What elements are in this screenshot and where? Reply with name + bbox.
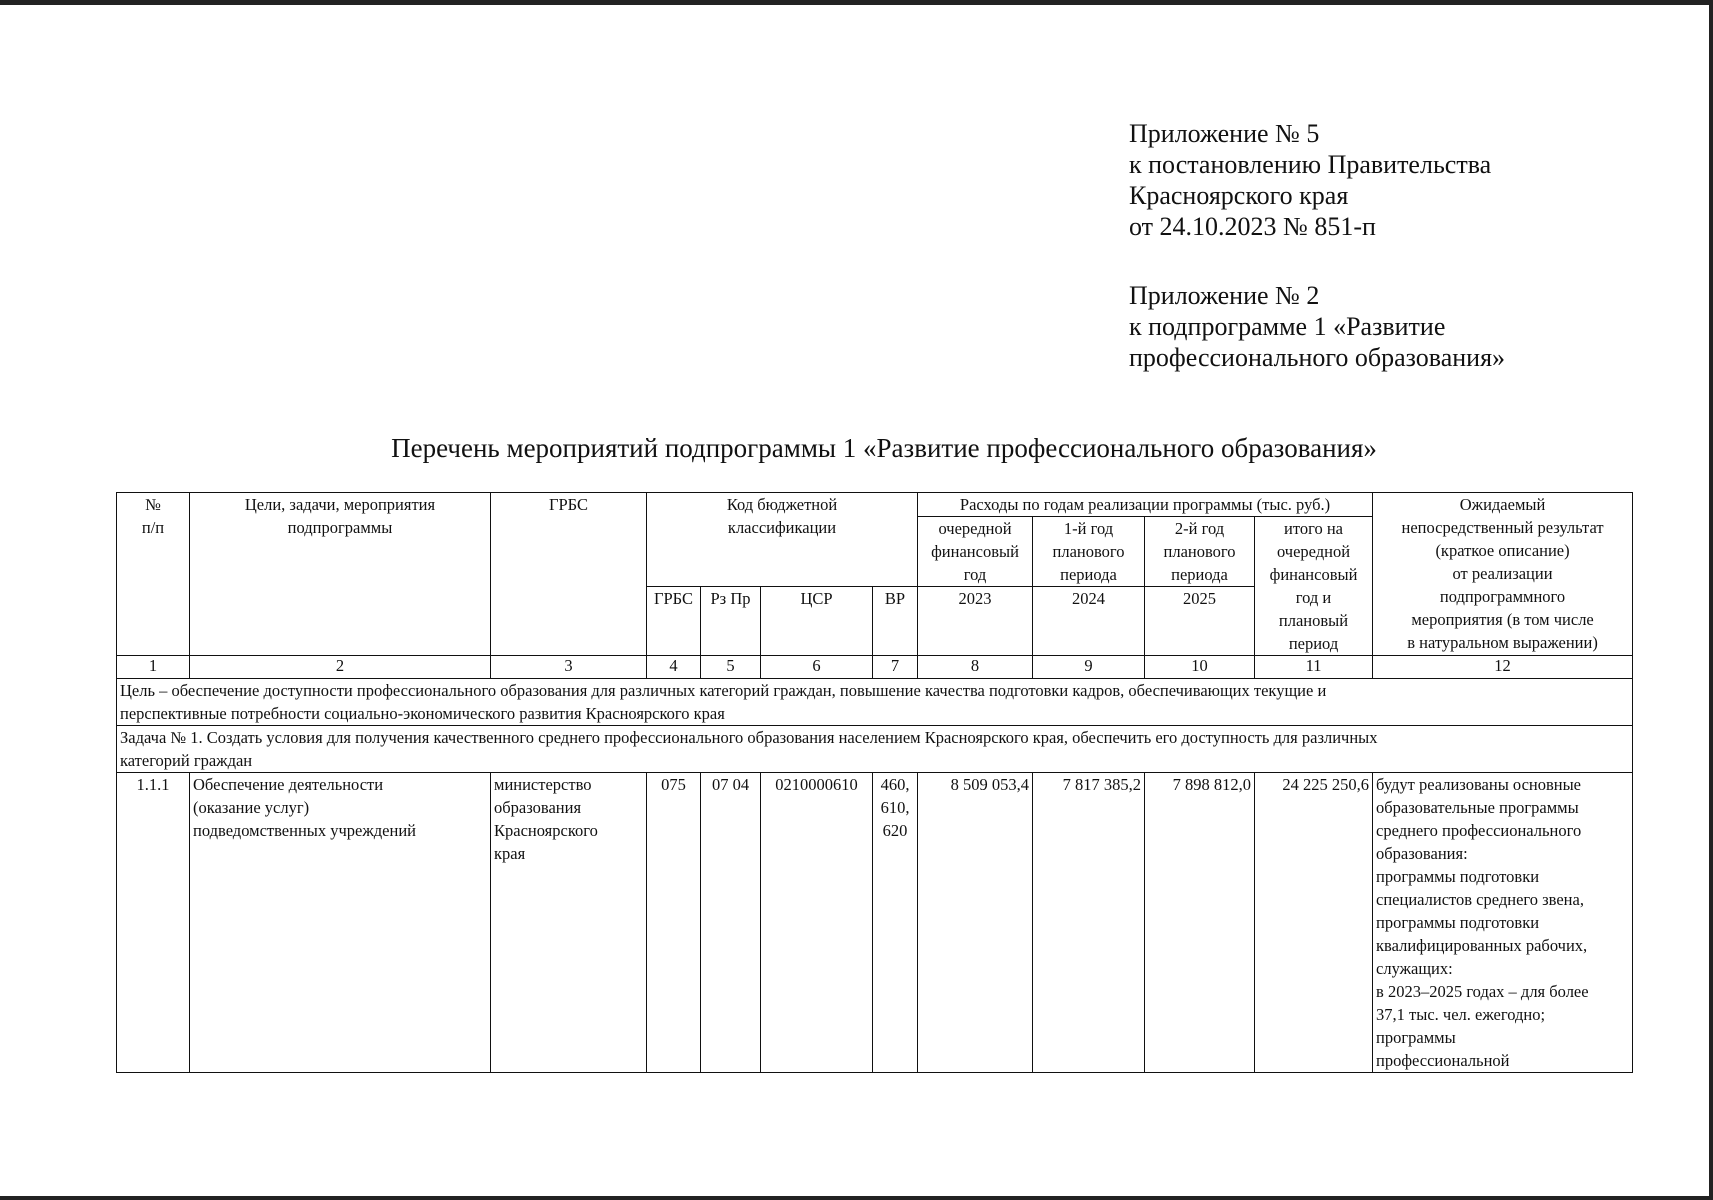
task-line: Задача № 1. Создать условия для получения качественного среднего профессионального образования населением Красноярского края, обеспечить его доступность для различных [120,728,1378,747]
column-number-row [117,656,1633,679]
row-grbs-line: образования [494,798,582,817]
annex-primary [1129,118,1491,242]
row-code-vr [873,773,918,1073]
header-budget-code [647,493,918,587]
column-number: 9 [1033,656,1145,679]
row-result-line: образования: [1376,844,1468,863]
goal-line: Цель – обеспечение доступности профессионального образования для различных категорий граждан, повышение качества подготовки кадров, обеспечивающих текущие и [120,681,1327,700]
header-year2-value: 2024 [1033,587,1145,656]
header-result [1373,493,1633,656]
row-result-line: квалифицированных рабочих, [1376,936,1588,955]
task-row [117,726,1633,773]
header-total-line: плановый [1278,611,1349,630]
column-number: 12 [1373,656,1633,679]
header-year3-value: 2025 [1145,587,1255,656]
row-result-line: будут реализованы основные [1376,775,1582,794]
header-goals [190,493,491,656]
row-result-line: специалистов среднего звена, [1376,890,1584,909]
table-row [117,773,1633,1073]
header-year3 [1145,517,1255,587]
header-year1-value: 2023 [918,587,1033,656]
annex-secondary-line: профессионального образования» [1129,343,1506,372]
header-year2 [1033,517,1145,587]
row-amount-2023: 8 509 053,4 [918,773,1033,1073]
header-year3-line: периода [1171,565,1228,584]
row-result [1373,773,1633,1073]
header-row-top [117,493,1633,517]
row-result-line: среднего профессионального [1376,821,1582,840]
annex-primary-line: от 24.10.2023 № 851-п [1129,212,1376,241]
row-code-vr-line: 610, [880,798,910,817]
column-number: 2 [190,656,491,679]
row-measure-line: Обеспечение деятельности [193,775,384,794]
row-result-line: служащих: [1376,959,1453,978]
annex-primary-line: Приложение № 5 [1129,119,1320,148]
row-code-csr: 0210000610 [761,773,873,1073]
task-text [117,726,1633,773]
header-goals-line: подпрограммы [287,518,393,537]
task-line: категорий граждан [120,751,253,770]
header-expenses: Расходы по годам реализации программы (тыс. руб.) [918,493,1373,517]
row-grbs-line: министерство [494,775,592,794]
row-code-grbs: 075 [647,773,701,1073]
header-year1-line: очередной [938,519,1012,538]
header-total [1255,517,1373,656]
header-year2-line: планового [1052,542,1125,561]
header-result-line: от реализации [1452,564,1553,583]
header-no-line: п/п [141,518,165,537]
header-code-grbs: ГРБС [647,587,701,656]
row-code-vr-line: 620 [882,821,908,840]
header-result-line: в натуральном выражении) [1407,633,1598,652]
document-title: Перечень мероприятий подпрограммы 1 «Развитие профессионального образования» [391,433,1377,463]
column-number: 3 [491,656,647,679]
row-result-line: в 2023–2025 годах – для более [1376,982,1589,1001]
header-no-line: № [145,495,161,514]
scan-edge-bottom [0,1196,1713,1200]
measures-table [116,492,1633,1073]
row-result-line: программы подготовки [1376,913,1540,932]
header-grbs: ГРБС [491,493,647,656]
row-result-line: 37,1 тыс. чел. ежегодно; [1376,1005,1546,1024]
goal-row [117,679,1633,726]
header-total-line: итого на [1284,519,1343,538]
header-year3-line: 2-й год [1174,519,1225,538]
header-result-line: подпрограммного [1439,587,1566,606]
annex-secondary-line: к подпрограмме 1 «Развитие [1129,312,1446,341]
column-number: 5 [701,656,761,679]
row-measure-line: подведомственных учреждений [193,821,416,840]
row-result-line: образовательные программы [1376,798,1579,817]
row-grbs-line: Красноярского [494,821,598,840]
row-result-line: программы [1376,1028,1456,1047]
header-result-line: Ожидаемый [1459,495,1546,514]
column-number: 4 [647,656,701,679]
annex-secondary [1129,280,1505,373]
header-code-csr: ЦСР [761,587,873,656]
header-no [117,493,190,656]
row-result-line: программы подготовки [1376,867,1540,886]
annex-secondary-line: Приложение № 2 [1129,281,1320,310]
column-number: 1 [117,656,190,679]
header-year2-line: 1-й год [1063,519,1114,538]
header-budget-code-line: Код бюджетной [726,495,838,514]
column-number: 8 [918,656,1033,679]
header-code-vr: ВР [873,587,918,656]
header-total-line: очередной [1276,542,1351,561]
header-result-line: непосредственный результат [1401,518,1604,537]
header-budget-code-line: классификации [727,518,837,537]
scan-edge-right [1709,0,1713,1200]
row-grbs-line: края [494,844,526,863]
row-result-line: профессиональной [1376,1051,1510,1070]
header-year3-line: планового [1163,542,1236,561]
header-result-line: (краткое описание) [1435,541,1570,560]
row-amount-2025: 7 898 812,0 [1145,773,1255,1073]
header-total-line: год и [1295,588,1332,607]
goal-text [117,679,1633,726]
column-number: 10 [1145,656,1255,679]
header-total-line: финансовый [1269,565,1358,584]
row-number: 1.1.1 [117,773,190,1073]
column-number: 11 [1255,656,1373,679]
header-year1 [918,517,1033,587]
scan-edge-top [0,0,1713,5]
annex-primary-line: Красноярского края [1129,181,1349,210]
header-goals-line: Цели, задачи, мероприятия [244,495,436,514]
header-code-rzpr: Рз Пр [701,587,761,656]
row-measure-line: (оказание услуг) [193,798,310,817]
goal-line: перспективные потребности социально-экономического развития Красноярского края [120,704,725,723]
header-year1-line: финансовый [931,542,1019,561]
row-grbs [491,773,647,1073]
row-amount-2024: 7 817 385,2 [1033,773,1145,1073]
header-total-line: период [1288,634,1339,653]
column-number: 7 [873,656,918,679]
row-code-rzpr: 07 04 [701,773,761,1073]
column-number: 6 [761,656,873,679]
header-result-line: мероприятия (в том числе [1411,610,1594,629]
header-year2-line: периода [1060,565,1117,584]
row-amount-total: 24 225 250,6 [1255,773,1373,1073]
header-year1-line: год [963,565,987,584]
row-code-vr-line: 460, [880,775,910,794]
annex-primary-line: к постановлению Правительства [1129,150,1492,179]
row-measure [190,773,491,1073]
